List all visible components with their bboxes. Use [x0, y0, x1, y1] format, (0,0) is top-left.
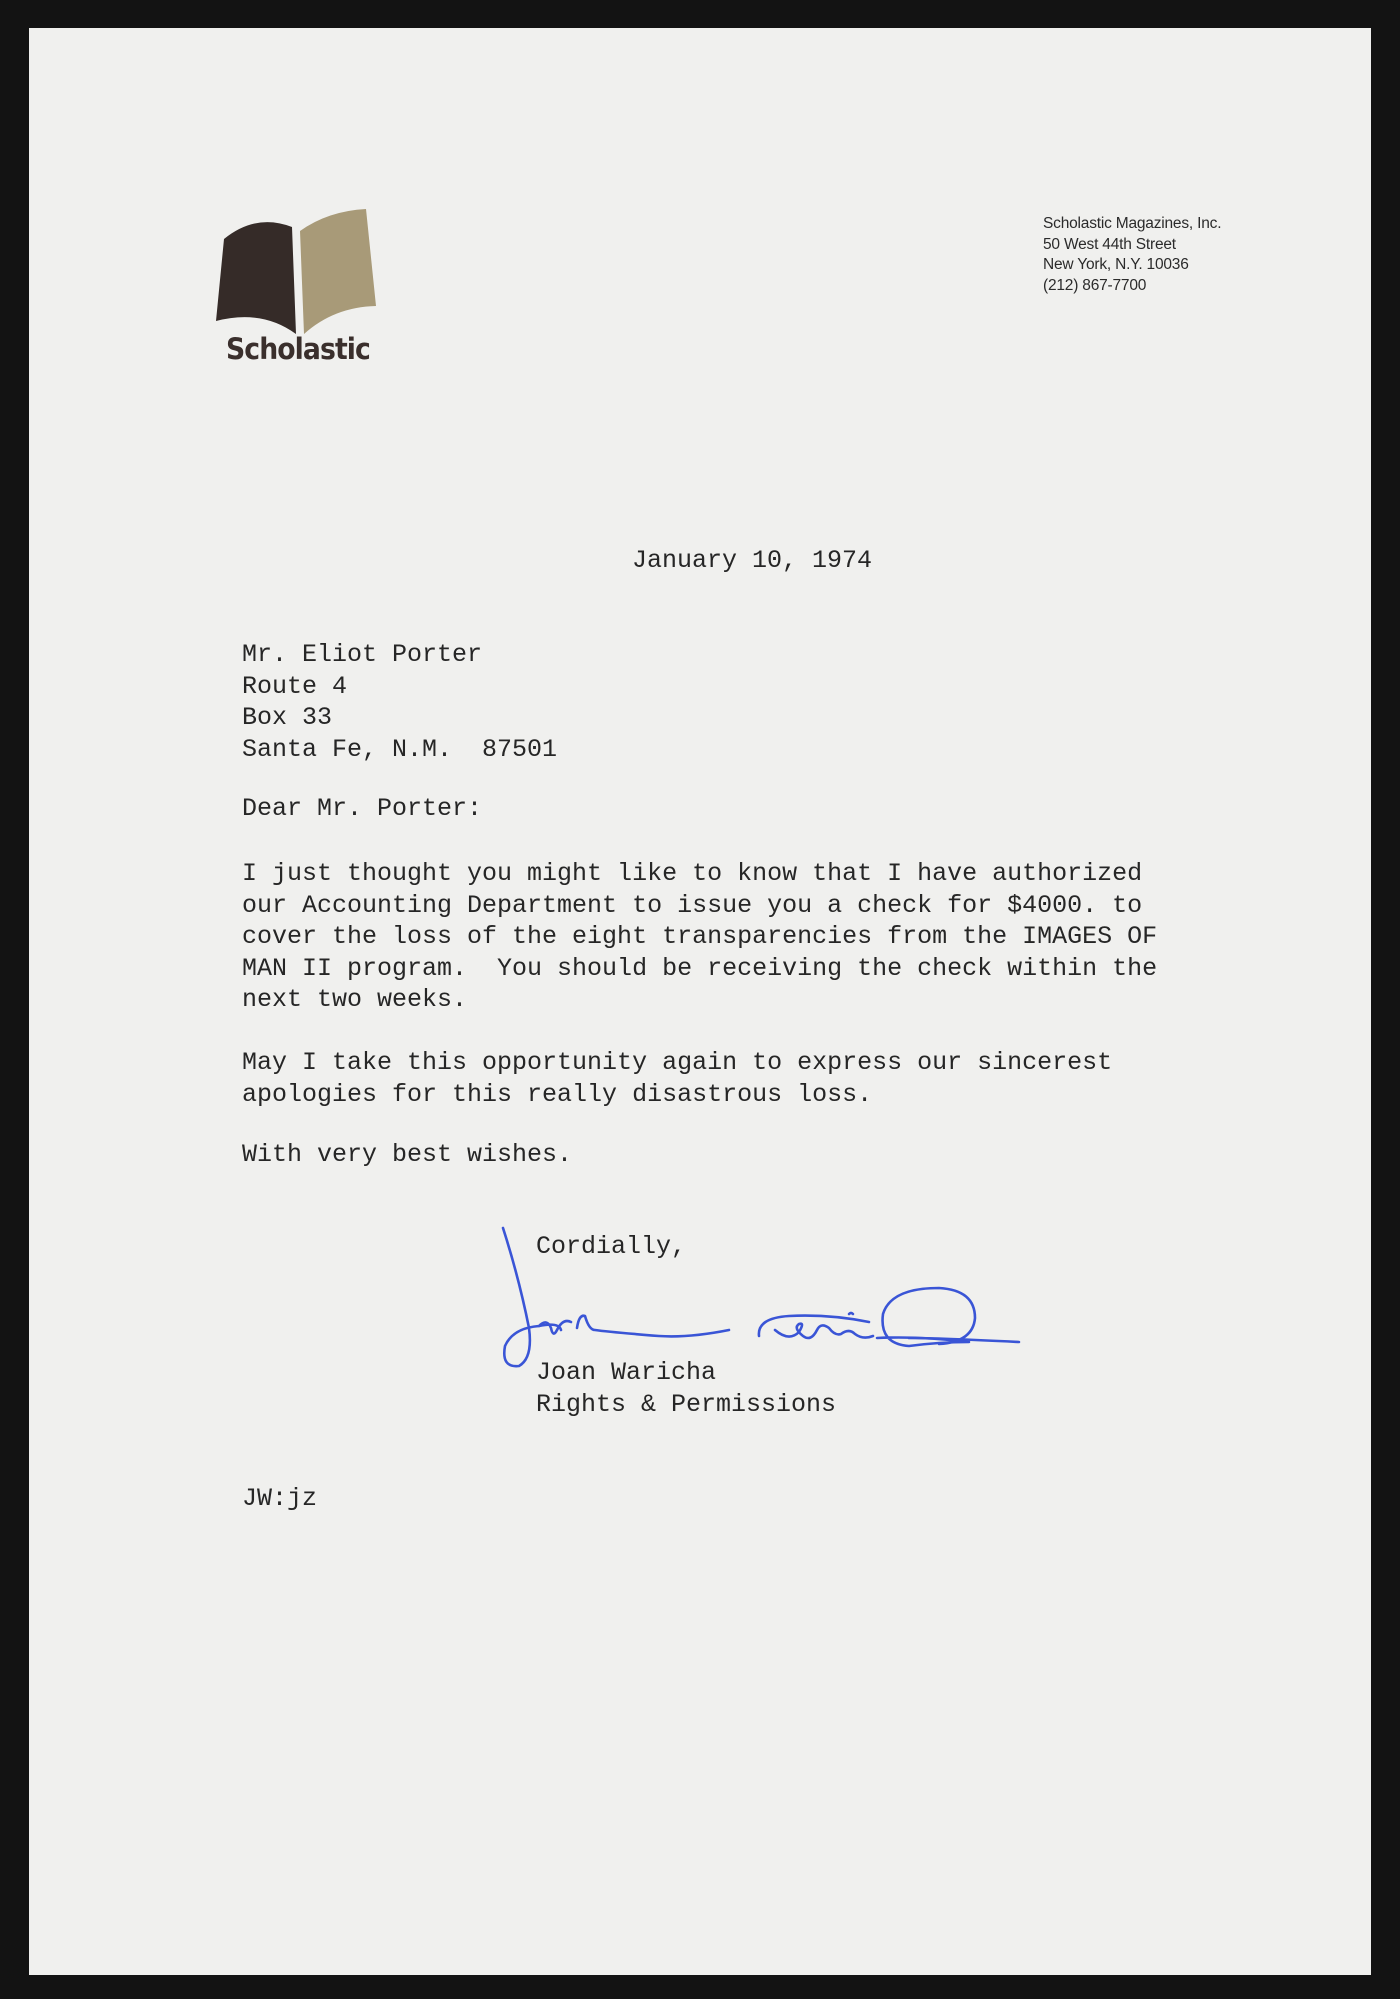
street-address: 50 West 44th Street — [1043, 235, 1176, 253]
letter-page — [29, 28, 1371, 1975]
body-line: May I take this opportunity again to express our sincerest — [242, 1048, 1113, 1077]
recipient-line: Box 33 — [242, 703, 333, 732]
recipient-address — [242, 639, 557, 765]
open-book-logo-icon — [216, 209, 376, 334]
complimentary-close: Cordially, — [536, 1232, 687, 1261]
body-paragraph-1 — [242, 858, 1157, 1016]
letterhead-address — [1043, 214, 1221, 296]
body-line: MAN II program. You should be receiving the check within the — [242, 953, 1158, 983]
signer-title: Rights & Permissions — [536, 1389, 837, 1419]
recipient-line: Santa Fe, N.M. 87501 — [242, 734, 558, 764]
body-line: our Accounting Department to issue you a check for $4000. to — [242, 890, 1143, 920]
body-paragraph-2 — [242, 1047, 1112, 1110]
reference-initials: JW:jz — [242, 1484, 318, 1513]
company-name: Scholastic Magazines, Inc. — [1043, 215, 1222, 232]
letter-date: January 10, 1974 — [632, 546, 873, 575]
city-state-zip: New York, N.Y. 10036 — [1043, 256, 1189, 273]
recipient-line: Mr. Eliot Porter — [242, 640, 483, 669]
signer-name: Joan Waricha — [536, 1358, 717, 1387]
salutation: Dear Mr. Porter: — [242, 794, 483, 823]
body-line: cover the loss of the eight transparencies from the IMAGES OF — [242, 922, 1158, 951]
phone-number: (212) 867-7700 — [1043, 276, 1147, 294]
body-line: next two weeks. — [242, 985, 468, 1014]
scholastic-logo — [185, 184, 405, 384]
closing-wish: With very best wishes. — [242, 1140, 573, 1169]
body-line: apologies for this really disastrous loss. — [242, 1079, 873, 1109]
handwritten-signature — [499, 1218, 1059, 1378]
recipient-line: Route 4 — [242, 671, 348, 701]
body-line: I just thought you might like to know that I have authorized — [242, 859, 1143, 888]
signature-block — [536, 1357, 836, 1420]
logo-wordmark: Scholastic — [226, 332, 370, 366]
